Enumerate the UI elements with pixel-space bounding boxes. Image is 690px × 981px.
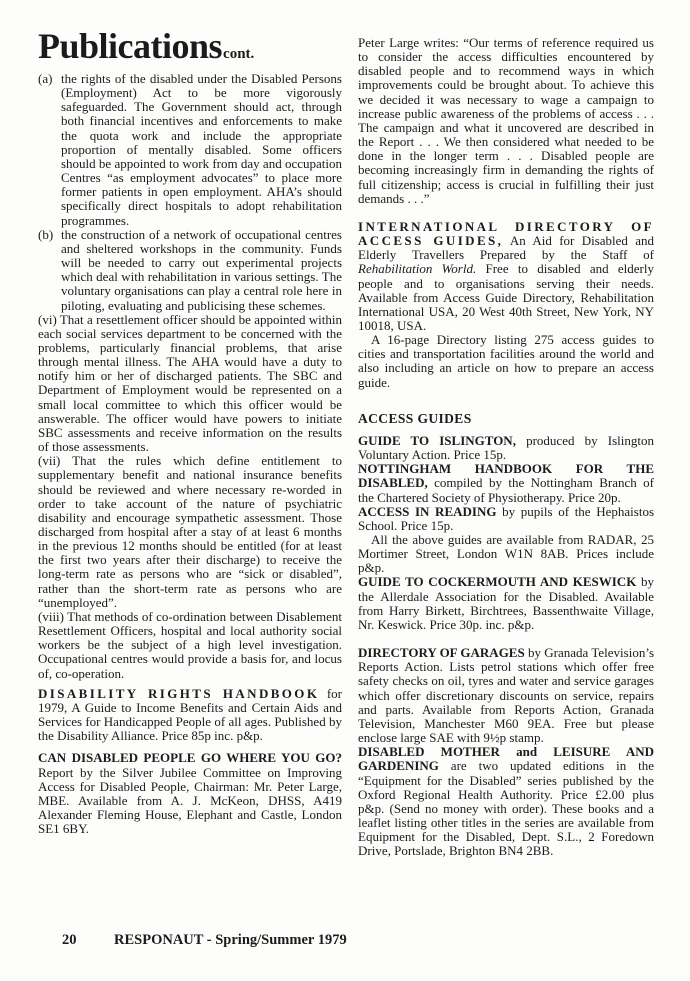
paragraph-vi: (vi) That a resettlement officer should be appointed within each social services department to be concerned with the problems, particularly financial problems, that arise through mental illness. The AHA would have a duty to notify him or her of discharged patients. The SBC and Department of Employment would be represented on a small local committee to which this officer would be answerable. The officer would have powers to initiate SBC assessments and receive information on the results of those assessments. [38,311,342,455]
section-international-directory [358,220,654,333]
radar-note: All the above guides are available from RADAR, 25 Mortimer Street, London W1N 8AB. Prices include p&p. [358,532,654,576]
list-item-a [38,72,342,228]
title-text: Publications [38,26,223,66]
list-item-b [38,228,342,313]
left-column [38,28,342,858]
paragraph-viii: (viii) That methods of co-ordination between Disablement Resettlement Officers, hospital and local authority social workers be the subject of a high level investigation. Occupational centres would provide a basis for, and locus of, co-operation. [38,608,342,681]
right-column [358,28,654,858]
section-disability-rights-handbook [38,687,342,744]
access-guides-heading: ACCESS GUIDES [358,410,472,426]
guide-reading [358,505,654,533]
section-text: by Granada Television’s Reports Action. Lists petrol stations which offer free safety checks on oil, tyres and water and service garages which offer discretionary discounts on service, repairs and parts. Available from Reports Action, Granada Television, Manchester M60 9EA. Free but please enclose large SAE with 9½p stamp. [358,645,655,746]
page-title [38,28,342,64]
guide-text: by pupils of the Hephaistos School. Price 15p. [358,503,654,533]
guide-cockermouth [358,575,654,632]
section-text: Free to disabled and elderly people and to organisations serving their needs. Available from Access Guide Directory, Rehabilitation International USA, 20 West 40th Street, New York, NY 10018, USA. [358,261,654,333]
guide-lead: GUIDE TO ISLINGTON, [358,432,516,448]
section-disabled-mother [358,745,654,858]
list-marker: (a) [38,71,53,86]
page-footer [62,932,347,949]
guide-text: produced by Islington Voluntary Action. Price 15p. [358,432,655,463]
section-lead: DIRECTORY OF GARAGES [358,645,525,661]
guide-lead: NOTTINGHAM HANDBOOK FOR THE DISABLED, [358,461,654,491]
list-item-text: the rights of the disabled under the Disabled Persons (Employment) Act to be more vigorously safeguarded. The Government should act, through both financial incentives and enforcements to make the quota work and include the appropriate proportion of mentally disabled. Some officers should be appointed to work from day and occupation Centres “as employment advocates” to place more former patients in open employment. AHA’s should specifically direct hospitals to adopt rehabilitation programmes. [61,71,342,228]
guide-nottingham [358,462,654,504]
section-text: for 1979, A Guide to Income Benefits and Certain Aids and Services for Handicapped People of all ages. Published by the Disability Alliance. Price 85p inc. p&p. [38,685,343,744]
section-heading: DISABILITY RIGHTS HANDBOOK [38,685,320,701]
paragraph-vii: (vii) That the rules which define entitlement to supplementary benefit and national insurance benefits should be reviewed and where necessary re-worded in order to take account of the nature of psychiatric disability and encourage sympathetic assessment. Those discharged from hospital after a stay of at least 6 months in the previous 12 months should be entitled (for at least the first two years after their discharge) to receive the long-term rate as persons who are “sick or disabled”, rather than the short-term rate as persons who are “unemployed”. [38,453,342,610]
section-can-disabled-people-go [38,751,342,836]
peter-large-quote: Peter Large writes: “Our terms of reference required us to consider the access difficulties encountered by disabled people and to recommend ways in which improvements could be brought about. To achieve this we decided it was necessary to wage a campaign to increase public awareness of the problems of access . . . The campaign and what it uncovered are described in the Report . . . We then considered what needed to be done in the longer term . . . Disabled people are becoming increasingly firm in demanding the rights of full citizenship; access is crucial in fulfilling their just demands . . .” [358,35,654,206]
journal-name: RESPONAUT - Spring/Summer 1979 [114,932,347,948]
section-directory-of-garages [358,646,654,745]
section-text: An Aid for Disabled and Elderly Travellers Prepared by the Staff of [358,233,654,263]
section-text: Report by the Silver Jubilee Committee on Improving Access for Disabled People, Chairman: Mr. Peter Large, MBE. Available from A. J. McKeon, DHSS, A419 Alexander Fleming House, Elephant and Castle, London SE1 6BY. [38,764,342,837]
page-number: 20 [62,932,77,948]
section-lead: DISABLED MOTHER and LEISURE AND GARDENING [358,744,654,774]
section-text: are two updated editions in the “Equipment for the Disabled” series published by the Oxford Regional Health Authority. Price £2.00 plus p&p. (Send no money with order). These books and a leaflet listing other titles in the series are available from Equipment for the Disabled, Dept. S.L., 2 Foredown Drive, Portslade, Brighton BN4 2BB. [358,758,654,859]
section-lead: CAN DISABLED PEOPLE GO WHERE YOU GO? [38,750,342,766]
section-lead: INTERNATIONAL DIRECTORY OF ACCESS GUIDES, [358,218,654,249]
guide-lead: ACCESS IN READING [358,503,497,519]
list-marker: (b) [38,226,54,242]
guide-islington [358,434,654,462]
italic-title: Rehabilitation World. [358,261,477,277]
list-item-text: the construction of a network of occupational centres and sheltered workshops in the community. Funds will be needed to carry out experimental projects which deal with rehabilitation in various settings. The voluntary organisations can play a central role here in piloting, evaluating and publicising these schemes. [61,226,342,313]
guide-text: compiled by the Nottingham Branch of the Chartered Society of Physiotherapy. Price 20p. [358,475,654,505]
directory-note: A 16-page Directory listing 275 access guides to cities and transportation facilities around the world and also including an article on how to prepare an access guide. [358,332,654,390]
title-suffix: cont. [223,46,255,62]
guide-lead: GUIDE TO COCKERMOUTH AND KESWICK [358,574,637,590]
guide-text: by the Allerdale Association for the Disabled. Available from Harry Birkett, Birchtrees, Bassenthwaite Village, Nr. Keswick. Price 30p. inc. p&p. [358,574,654,632]
